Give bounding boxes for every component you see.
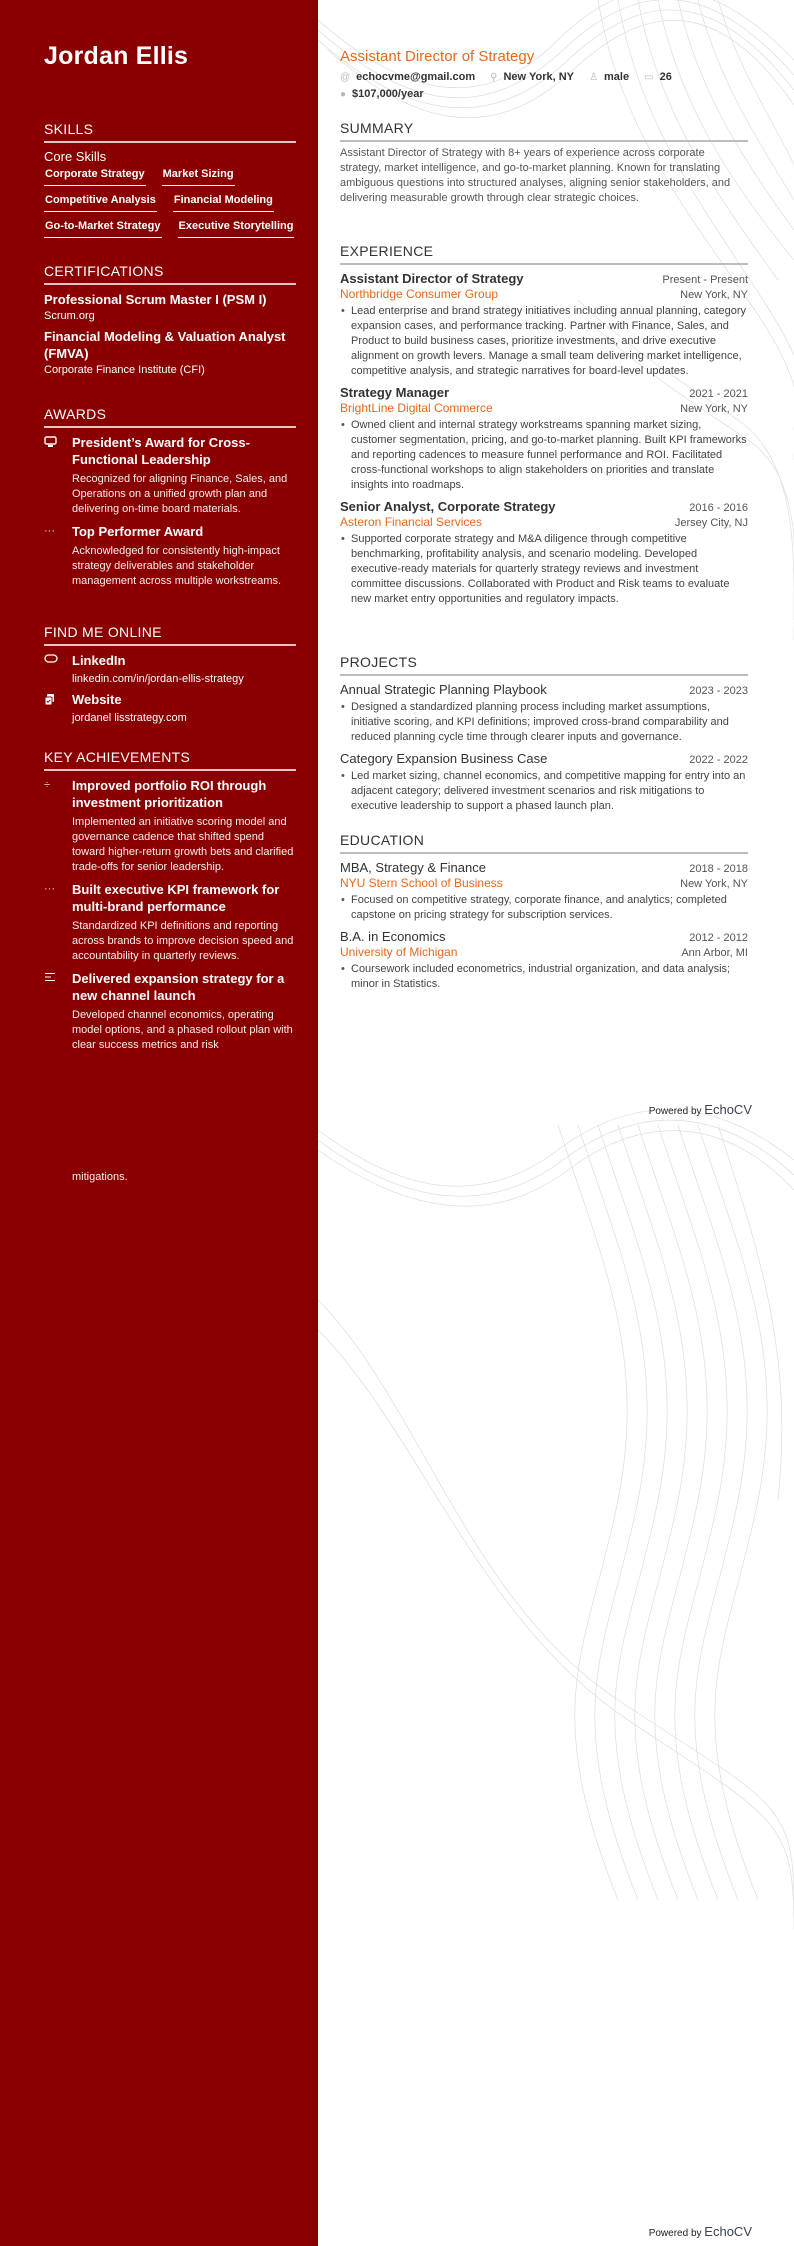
education-bullet: • Coursework included econometrics, industrial organization, and data analysis; minor in Statistics. (340, 962, 748, 992)
calendar-icon: ▭ (644, 72, 654, 83)
summary-section (340, 120, 748, 206)
position-location: New York, NY (680, 403, 748, 415)
project-bullet: • Led market sizing, channel economics, and competitive mapping for entry into an adjacent category; delivered investment scenarios and risk mitigations to executive leadership to support a phased launch plan. (340, 769, 748, 814)
award-description: Recognized for aligning Finance, Sales, and Operations on a unified growth plan and delivering on-time board materials. (72, 473, 288, 515)
achievement-description-overflow: mitigations. (72, 1171, 128, 1183)
education-dates: 2018 - 2018 (689, 863, 748, 875)
education-bullet: • Focused on competitive strategy, corporate finance, and analytics; completed capstone on pricing strategy for subscription services. (340, 893, 748, 923)
project-dates: 2022 - 2022 (689, 754, 748, 766)
skills-section (44, 121, 296, 238)
align-left-icon (44, 970, 72, 1053)
link-icon (44, 652, 72, 685)
awards-section (44, 406, 296, 589)
certification-item (44, 291, 296, 322)
online-item-linkedin (44, 652, 296, 685)
project-title: Annual Strategic Planning Playbook (340, 682, 547, 697)
salary-icon: ● (340, 89, 347, 100)
achievements-heading: KEY ACHIEVEMENTS (44, 749, 296, 771)
certifications-heading: CERTIFICATIONS (44, 263, 296, 285)
company-name: Northbridge Consumer Group (340, 287, 499, 301)
gender-value: male (604, 71, 630, 83)
achievement-item (44, 970, 296, 1053)
powered-by-footer-page2 (649, 2224, 752, 2239)
position-dates: 2016 - 2016 (689, 502, 748, 514)
skill-tag: Executive Storytelling (178, 218, 295, 238)
achievement-title: Built executive KPI framework for multi-brand performance (72, 882, 280, 914)
position-title: Senior Analyst, Corporate Strategy (340, 499, 556, 514)
experience-entry (340, 499, 748, 607)
echocv-brand-link[interactable]: EchoCV (704, 2224, 752, 2239)
contact-info (340, 69, 780, 103)
contact-gender (589, 69, 629, 86)
website-link[interactable]: jordanel lisstrategy.com (72, 712, 187, 724)
education-entry (340, 929, 748, 992)
ellipsis-icon: ··· (44, 883, 55, 895)
award-description: Acknowledged for consistently high-impact strategy deliverables and stakeholder management across multiple workstreams. (72, 545, 282, 587)
position-location: New York, NY (680, 289, 748, 301)
experience-heading: EXPERIENCE (340, 243, 748, 265)
main-content (318, 0, 794, 2246)
divide-icon: ÷ (44, 779, 51, 791)
project-entry (340, 751, 748, 814)
online-item-website (44, 691, 296, 724)
company-name: BrightLine Digital Commerce (340, 401, 493, 415)
certifications-section (44, 263, 296, 382)
degree-title: MBA, Strategy & Finance (340, 860, 486, 875)
monitor-icon (44, 434, 72, 517)
achievement-description: Standardized KPI definitions and reporting across brands to improve decision speed and accountability in quarterly reviews. (72, 920, 294, 962)
skill-tag: Go-to-Market Strategy (44, 218, 162, 238)
skill-tag: Corporate Strategy (44, 166, 146, 186)
awards-heading: AWARDS (44, 406, 296, 428)
summary-text: Assistant Director of Strategy with 8+ years of experience across corporate strategy, market intelligence, and go-to-market planning. Known for translating ambiguous questions into structured analyses, aligning senior stakeholders, and delivering measurable growth through clear strategic choices. (340, 147, 731, 204)
online-section (44, 624, 296, 724)
degree-title: B.A. in Economics (340, 929, 446, 944)
company-name: Asteron Financial Services (340, 515, 483, 529)
position-location: Jersey City, NJ (674, 517, 748, 529)
award-title: Top Performer Award (72, 524, 204, 539)
skills-heading: SKILLS (44, 121, 296, 143)
certification-name: Financial Modeling & Valuation Analyst (FMVA) (44, 329, 286, 361)
skill-tags (44, 166, 296, 238)
certification-item (44, 328, 296, 376)
at-icon: @ (340, 72, 351, 83)
person-icon: ♙ (589, 72, 599, 83)
skill-tag: Market Sizing (162, 166, 235, 186)
project-bullet: • Designed a standardized planning process including market assumptions, initiative scoring, and KPI definitions; improved cross-brand comparability and reduced planning cycle time through clearer inputs and governance. (340, 700, 748, 745)
location-pin-icon: ⚲ (490, 72, 498, 83)
experience-entry (340, 385, 748, 493)
powered-by-label: Powered by (648, 2228, 702, 2239)
projects-heading: PROJECTS (340, 654, 748, 676)
achievement-title: Delivered expansion strategy for a new channel launch (72, 971, 285, 1003)
ellipsis-icon: ··· (44, 525, 55, 537)
position-bullet: • Supported corporate strategy and M&A diligence through competitive benchmarking, profitability analysis, and scenario modeling. Developed executive-ready materials for quarterly strategy reviews and investment committee discussions. Collaborated with Product and Risk teams to evaluate new market entry opportunities and regulatory impacts. (340, 532, 748, 607)
skill-tag: Competitive Analysis (44, 192, 157, 212)
online-label: LinkedIn (72, 653, 126, 668)
project-title: Category Expansion Business Case (340, 751, 548, 766)
position-title: Assistant Director of Strategy (340, 271, 524, 286)
certification-name: Professional Scrum Master I (PSM I) (44, 292, 267, 307)
echocv-brand-link[interactable]: EchoCV (704, 1102, 752, 1117)
award-item (44, 523, 296, 589)
contact-salary (340, 86, 424, 103)
powered-by-footer (649, 1102, 752, 1117)
skill-tag: Financial Modeling (173, 192, 274, 212)
achievements-section (44, 749, 296, 1053)
education-dates: 2012 - 2012 (689, 932, 748, 944)
position-title: Strategy Manager (340, 385, 450, 400)
school-name: NYU Stern School of Business (340, 876, 503, 890)
contact-age (644, 69, 672, 86)
contact-email[interactable] (340, 69, 475, 86)
sidebar (0, 0, 318, 2246)
project-dates: 2023 - 2023 (689, 685, 748, 697)
email-value: echocvme@gmail.com (356, 71, 476, 83)
experience-entry (340, 271, 748, 379)
school-name: University of Michigan (340, 945, 458, 959)
candidate-name: Jordan Ellis (44, 42, 189, 70)
project-entry (340, 682, 748, 745)
online-heading: FIND ME ONLINE (44, 624, 296, 646)
education-heading: EDUCATION (340, 832, 748, 854)
achievement-description: Implemented an initiative scoring model and governance cadence that shifted spend toward higher-return growth bets and clarified trade-offs for senior leadership. (72, 816, 294, 873)
summary-heading: SUMMARY (340, 120, 748, 142)
salary-value: $107,000/year (352, 88, 424, 100)
education-section (340, 832, 748, 992)
location-value: New York, NY (503, 71, 574, 83)
school-location: Ann Arbor, MI (681, 947, 748, 959)
education-entry (340, 860, 748, 923)
online-label: Website (72, 692, 122, 707)
award-item (44, 434, 296, 517)
certification-org: Scrum.org (44, 310, 95, 322)
projects-section (340, 654, 748, 814)
linkedin-link[interactable]: linkedin.com/in/jordan-ellis-strategy (72, 673, 244, 685)
contact-location (490, 69, 574, 86)
skills-group-title: Core Skills (44, 149, 107, 164)
school-location: New York, NY (680, 878, 748, 890)
achievement-item (44, 881, 296, 964)
powered-by-label: Powered by (648, 1106, 702, 1117)
certification-org: Corporate Finance Institute (CFI) (44, 364, 205, 376)
achievement-item (44, 777, 296, 875)
clipboard-icon (44, 691, 72, 724)
achievement-description: Developed channel economics, operating model options, and a phased rollout plan with clear success metrics and risk (72, 1009, 293, 1051)
age-value: 26 (659, 71, 672, 83)
job-title: Assistant Director of Strategy (340, 48, 535, 65)
achievement-title: Improved portfolio ROI through investment prioritization (72, 778, 267, 810)
experience-section (340, 243, 748, 607)
position-bullet: • Lead enterprise and brand strategy initiatives including annual planning, category expansion cases, and performance tracking. Partner with Finance, Sales, and Product to build business cases, prioritize investments, and drive executive alignment on growth levers. Manage a small team delivering market intelligence, competitive analysis, and strategic narratives for board-level updates. (340, 304, 748, 379)
position-bullet: • Owned client and internal strategy workstreams spanning market sizing, customer segmentation, pricing, and go-to-market planning. Built KPI frameworks and reporting cadences to measure funnel performance and ROI. Facilitated cross-functional workshops to align stakeholders on priorities and translate insights into roadmaps. (340, 418, 748, 493)
position-dates: Present - Present (662, 274, 748, 286)
award-title: President’s Award for Cross-Functional Leadership (72, 435, 250, 467)
position-dates: 2021 - 2021 (689, 388, 748, 400)
